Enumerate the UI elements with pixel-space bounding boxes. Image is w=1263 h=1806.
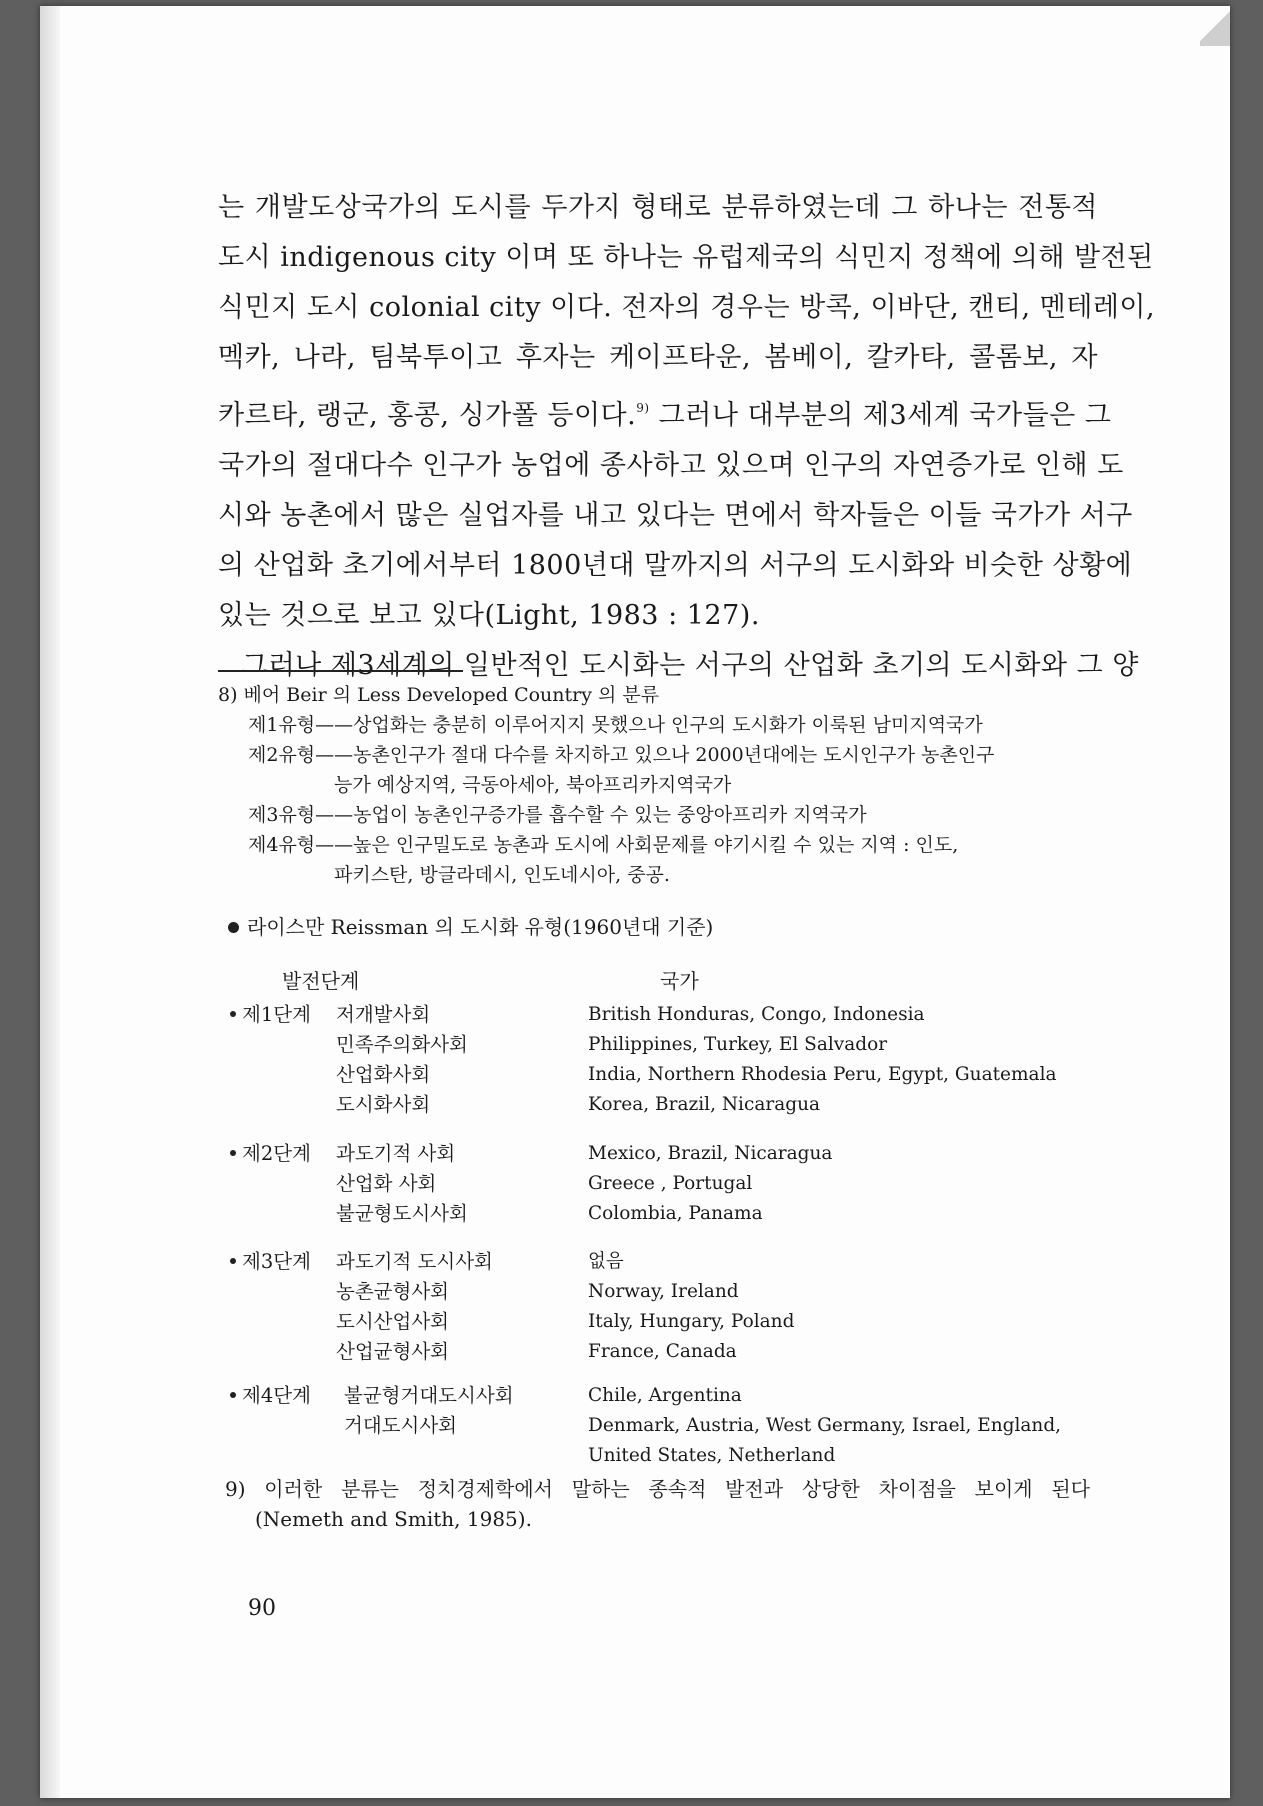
body-line: 그러나 제3세계의 일반적인 도시화는 서구의 산업화 초기의 도시화와 그 양 [242,650,1139,681]
society-type: 산업화 사회 [336,1172,437,1195]
stage-row [230,1337,1110,1367]
body-line: 식민지 도시 colonial city 이다. 전자의 경우는 방콕, 이바단, 캔티, 멘테레이, [218,292,1156,323]
stage-row [230,1381,1110,1411]
stage-row [230,1411,1110,1441]
country-list: India, Northern Rhodesia Peru, Egypt, Guatemala [588,1064,1057,1085]
stage-row [230,1030,1110,1060]
stage-row [230,1441,1110,1471]
stage-row [230,1247,1110,1277]
society-type: 거대도시사회 [344,1414,458,1437]
society-type: 과도기적 사회 [336,1142,456,1165]
bullet-icon [228,922,239,933]
bullet-icon [230,1258,236,1264]
body-line-with-footnote [218,383,1112,441]
column-header-stage: 발전단계 [282,969,360,993]
stage-group [230,1381,1110,1471]
country-list: Italy, Hungary, Poland [588,1311,795,1332]
stage-row [230,1199,1110,1229]
body-line-part: 카르타, 랭군, 홍콩, 싱가폴 등이다. [218,400,637,431]
country-list: Denmark, Austria, West Germany, Israel, England, [588,1415,1062,1436]
footnote-ref: 9) [636,401,650,415]
country-list: Mexico, Brazil, Nicaragua [588,1143,833,1164]
reissman-title-text: 라이스만 Reissman 의 도시화 유형(1960년대 기준) [247,915,714,939]
stage-row [230,1307,1110,1337]
society-type: 산업균형사회 [336,1340,450,1363]
body-line: 는 개발도상국가의 도시를 두가지 형태로 분류하였는데 그 하나는 전통적 [218,192,1098,223]
country-list: British Honduras, Congo, Indonesia [588,1004,925,1025]
country-list: Korea, Brazil, Nicaragua [588,1094,821,1115]
bullet-icon [230,1011,236,1017]
society-type: 도시산업사회 [336,1310,450,1333]
footnote-line: (Nemeth and Smith, 1985). [255,1507,532,1531]
stage-row [230,1277,1110,1307]
page-spine-shadow [40,6,60,1798]
footnote-item: 제2유형——농촌인구가 절대 다수를 차지하고 있으나 2000년대에는 도시인구가 농촌인구 [248,744,995,766]
page-corner-curl [1200,6,1230,46]
footnote-divider [218,670,463,672]
body-line: 국가의 절대다수 인구가 농업에 종사하고 있으며 인구의 자연증가로 인해 도 [218,450,1124,481]
country-list: Chile, Argentina [588,1385,742,1406]
society-type: 저개발사회 [336,1003,431,1026]
country-list: Colombia, Panama [588,1203,763,1224]
stage-label [230,1139,311,1169]
society-type: 농촌균형사회 [336,1280,450,1303]
body-line: 있는 것으로 보고 있다(Light, 1983 : 127). [218,600,760,631]
footnote-8 [218,680,1098,890]
stage-label-text: 제3단계 [242,1250,311,1273]
footnote-item: 제4유형——높은 인구밀도로 농촌과 도시에 사회문제를 야기시킬 수 있는 지역 : 인도, [248,834,959,856]
stage-row [230,1000,1110,1030]
bullet-icon [230,1150,236,1156]
footnote-item-continued: 능가 예상지역, 극동아세아, 북아프리카지역국가 [334,774,732,796]
country-list: Philippines, Turkey, El Salvador [588,1034,888,1055]
stage-row [230,1060,1110,1090]
body-line-part: 그러나 대부분의 제3세계 국가들은 그 [658,400,1112,431]
reissman-title [228,912,713,942]
stage-label-text: 제1단계 [242,1003,311,1026]
country-list: Greece , Portugal [588,1173,753,1194]
stage-group [230,1247,1110,1367]
bullet-icon [230,1392,236,1398]
society-type: 민족주의화사회 [336,1033,468,1056]
society-type: 과도기적 도시사회 [336,1250,493,1273]
page-number: 90 [248,1596,276,1621]
body-line: 도시 indigenous city 이며 또 하나는 유럽제국의 식민지 정책에 의해 발전된 [218,242,1154,273]
stage-label [230,1247,311,1277]
column-header-country: 국가 [660,969,699,993]
body-line: 의 산업화 초기에서부터 1800년대 말까지의 서구의 도시화와 비슷한 상황에 [218,550,1133,581]
footnote-item: 제3유형——농업이 농촌인구증가를 흡수할 수 있는 중앙아프리카 지역국가 [248,804,867,826]
footnote-title: 8) 베어 Beir 의 Less Developed Country 의 분류 [218,684,660,706]
country-list: 없음 [588,1251,624,1272]
stage-label [230,1381,311,1411]
body-text [218,183,1156,691]
society-type: 불균형거대도시사회 [344,1384,514,1407]
footnote-item: 제1유형——상업화는 충분히 이루어지지 못했으나 인구의 도시화가 이룩된 남미지역국가 [248,714,983,736]
footnote-line: 9) 이러한 분류는 정치경제학에서 말하는 종속적 발전과 상당한 차이점을 보이게 된다 [225,1477,1090,1501]
stage-row [230,1090,1110,1120]
society-type: 산업화사회 [336,1063,431,1086]
stage-label-text: 제4단계 [242,1384,311,1407]
country-list: France, Canada [588,1341,737,1362]
stage-row [230,1139,1110,1169]
footnote-item-continued: 파키스탄, 방글라데시, 인도네시아, 중공. [334,864,670,886]
body-line: 멕카, 나라, 팀북투이고 후자는 케이프타운, 봄베이, 칼카타, 콜롬보, 자 [218,342,1098,373]
society-type: 불균형도시사회 [336,1202,468,1225]
stage-label [230,1000,311,1030]
country-list: United States, Netherland [588,1445,836,1466]
stage-label-text: 제2단계 [242,1142,311,1165]
country-list: Norway, Ireland [588,1281,739,1302]
society-type: 도시화사회 [336,1093,431,1116]
stage-group [230,1000,1110,1120]
stage-group [230,1139,1110,1229]
body-line: 시와 농촌에서 많은 실업자를 내고 있다는 면에서 학자들은 이들 국가가 서구 [218,500,1133,531]
stage-row [230,1169,1110,1199]
footnote-9 [225,1474,1090,1534]
